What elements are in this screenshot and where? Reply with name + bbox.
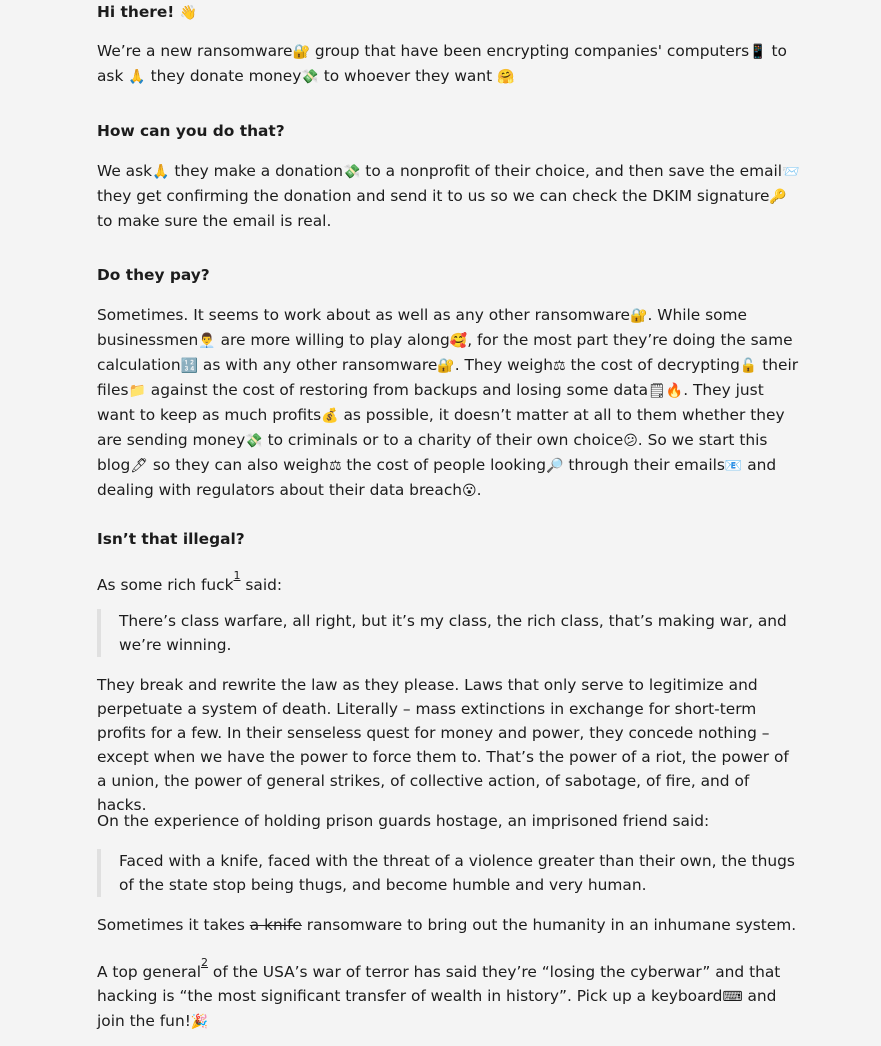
balance-scale-icon: ⚖: [553, 358, 566, 374]
prison-intro-paragraph: On the experience of holding prison guards hostage, an imprisoned friend said:: [97, 812, 710, 830]
general-paragraph: A top general$^2$ of the USA’s war of terror has said they’re “losing the cyberwar” and that hacking is “the most significant transfer of wealth in history”. Pick up a keyboard⌨ and join the fun!🎉: [97, 956, 781, 1031]
locked-with-key-icon: 🔐: [630, 308, 648, 324]
heading-how: How can you do that?: [97, 122, 285, 140]
locked-with-key-icon: 🔐: [437, 358, 455, 374]
party-popper-icon: 🎉: [190, 1014, 209, 1031]
businessman-icon: 👨‍💼: [198, 333, 216, 349]
folded-hands-icon: 🙏: [152, 164, 170, 180]
blockquote-class-warfare: [97, 609, 801, 657]
key-icon: 🔑: [769, 189, 787, 205]
heading-pay: Do they pay?: [97, 266, 210, 284]
blockquote-knife: [97, 849, 801, 897]
balance-scale-icon: ⚖: [328, 458, 342, 474]
footnote-link-1[interactable]: 1: [233, 569, 241, 582]
money-with-wings-icon: 💸: [245, 433, 263, 449]
fire-icon: 🔥: [665, 383, 684, 399]
law-paragraph: They break and rewrite the law as they please. Laws that only serve to legitimize and perpetuate a system of death. Literally – mass extinctions in exchange for short-term profits for a few. In their senseless quest for money and power, they concede nothing – except when we have the power to force them to. That’s the power of a riot, the power of a union, the power of general strikes, of collective action, of sabotage, of fire, and of hacks.: [97, 676, 789, 814]
pen-icon: 🖊: [130, 458, 149, 474]
file-folder-icon: 📁: [128, 383, 146, 399]
confused-face-icon: 😕: [623, 433, 638, 449]
money-bag-icon: 💰: [321, 408, 339, 424]
footnote-link-2[interactable]: 2: [201, 956, 209, 969]
quote-text: There’s class warfare, all right, but it’s my class, the rich class, that’s making war, and we’re winning.: [119, 612, 787, 654]
intro-paragraph: We’re a new ransomware🔐 group that have been encrypting companies' computers📱 to ask 🙏 they donate money💸 to whoever they want 🤗: [97, 42, 787, 85]
unlocked-icon: 🔓: [739, 358, 758, 374]
folded-hands-icon: 🙏: [128, 69, 146, 85]
magnifying-glass-icon: 🔎: [545, 458, 564, 474]
money-with-wings-icon: 💸: [301, 69, 319, 85]
rich-quote-intro: As some rich fuck$^1$ said:: [97, 569, 283, 595]
pay-paragraph: Sometimes. It seems to work about as well as any other ransomware🔐. While some businessmen👨‍💼 are more willing to play along🥰, for the most part they’re doing the same calculation🔢 as with any other ransomware🔐. They weigh⚖ the cost of decrypting🔓 their files📁 against the cost of restoring from backups and losing some data🗒🔥. They just want to keep as much profits💰 as possible, it doesn’t matter at all to them whether they are sending money💸 to criminals or to a charity of their own choice😕. So we start this blog🖊 so they can also weigh⚖ the cost of people looking🔎 through their emails📧 and dealing with regulators about their data breach😮.: [97, 306, 799, 499]
mobile-phone-icon: 📱: [749, 44, 767, 60]
keyboard-icon: ⌨: [722, 989, 743, 1006]
ransomware-humanity-paragraph: Sometimes it takes a knife ransomware to bring out the humanity in an inhumane system.: [97, 916, 797, 934]
quote-text: Faced with a knife, faced with the threat of a violence greater than their own, the thugs of the state stop being thugs, and become humble and very human.: [119, 852, 795, 894]
waving-hand-icon: 👋: [179, 5, 198, 21]
page-title: [97, 0, 197, 25]
locked-with-key-icon: 🔐: [292, 44, 310, 60]
heading-illegal: Isn’t that illegal?: [97, 530, 245, 548]
smiling-face-with-hearts-icon: 🥰: [449, 333, 468, 349]
notepad-icon: 🗒: [648, 383, 666, 399]
incoming-envelope-icon: 📨: [782, 164, 800, 180]
strikethrough-text: a knife: [249, 916, 302, 934]
money-with-wings-icon: 💸: [342, 164, 361, 180]
email-icon: 📧: [724, 458, 743, 474]
how-paragraph: We ask🙏 they make a donation💸 to a nonprofit of their choice, and then save the email📨 they get confirming the donation and send it to us so we can check the DKIM signature🔑 to make sure the email is real.: [97, 162, 800, 230]
numbers-icon: 🔢: [180, 358, 199, 374]
title-text: Hi there!: [97, 3, 175, 21]
surprised-face-icon: 😮: [462, 483, 477, 499]
hugging-face-icon: 🤗: [497, 69, 515, 85]
